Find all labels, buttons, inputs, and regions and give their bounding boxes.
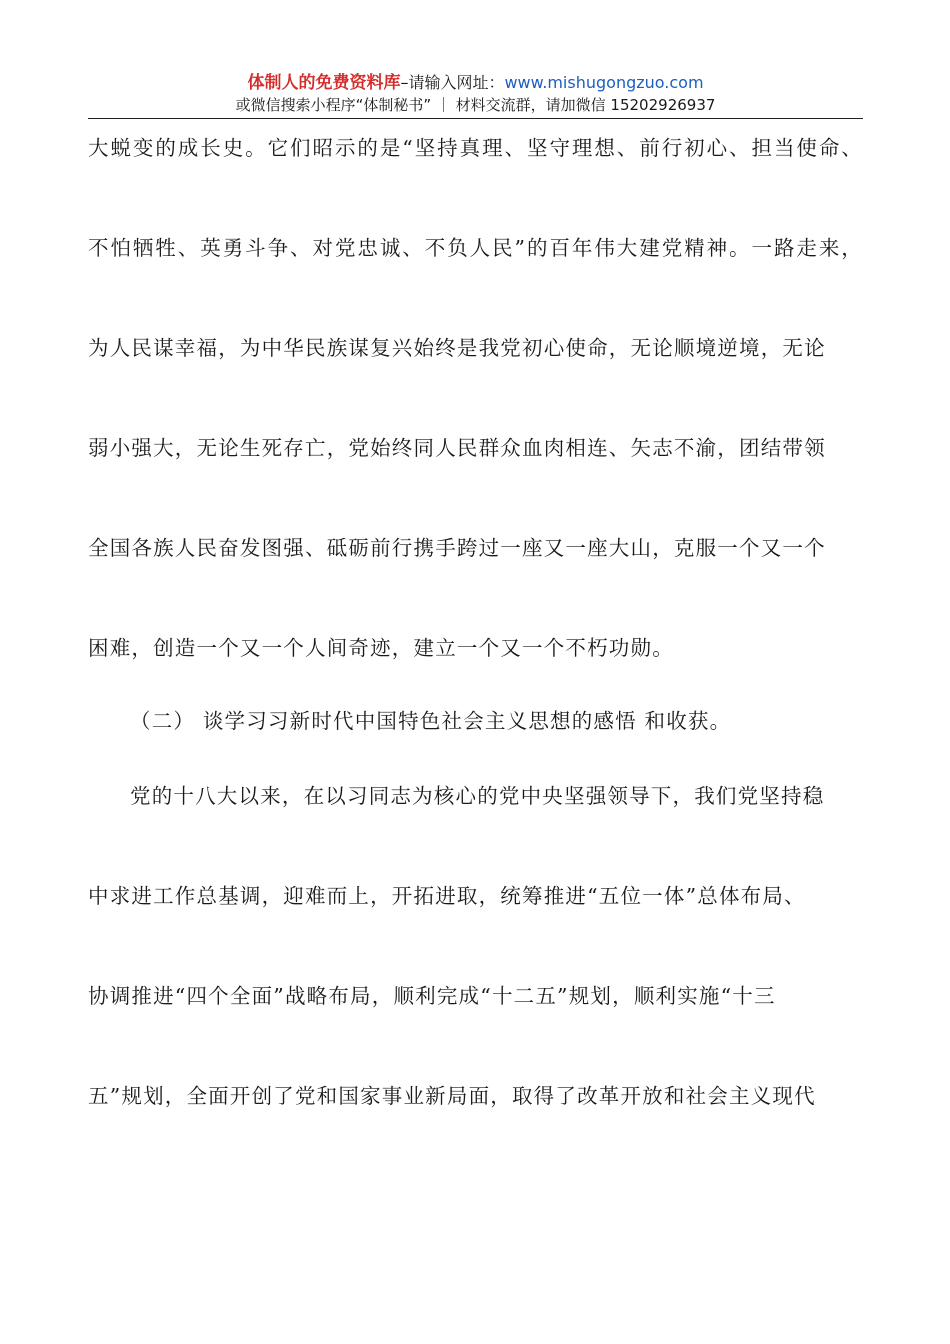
body-line-9: 中求进工作总基调，迎难而上，开拓进取，统筹推进“五位一体”总体布局、 <box>88 884 806 908</box>
body-line-4: 弱小强大，无论生死存亡，党始终同人民群众血肉相连、矢志不渝，团结带领 <box>88 436 826 460</box>
body-line-10: 协调推进“四个全面”战略布局，顺利完成“十二五”规划，顺利实施“十三 <box>88 984 776 1008</box>
body-line-11: 五”规划，全面开创了党和国家事业新局面，取得了改革开放和社会主义现代 <box>88 1084 816 1108</box>
body-line-2: 不怕牺牲、英勇斗争、对党忠诚、不负人民”的百年伟大建党精神。一路走来， <box>88 236 863 260</box>
header-line-1 <box>88 72 863 94</box>
body-line-8: 党的十八大以来，在以习同志为核心的党中央坚强领导下，我们党坚持稳 <box>130 784 825 808</box>
body-line-6: 困难，创造一个又一个人间奇迹，建立一个又一个不朽功勋。 <box>88 636 674 660</box>
page-header <box>88 72 863 116</box>
header-url-link[interactable]: www.mishugongzuo.com <box>504 73 704 92</box>
header-divider <box>88 118 863 119</box>
header-prompt: –请输入网址： <box>400 73 505 92</box>
body-line-5: 全国各族人民奋发图强、砥砺前行携手跨过一座又一座大山，克服一个又一个 <box>88 536 826 560</box>
body-line-1: 大蜕变的成长史。它们昭示的是“坚持真理、坚守理想、前行初心、担当使命、 <box>88 136 863 160</box>
header-brand: 体制人的免费资料库 <box>247 73 401 93</box>
header-line-2: 或微信搜索小程序“体制秘书” ｜ 材料交流群，请加微信 15202926937 <box>235 96 716 114</box>
section-heading: （二） 谈学习习新时代中国特色社会主义思想的感悟 和收获。 <box>130 709 732 733</box>
body-line-3: 为人民谋幸福，为中华民族谋复兴始终是我党初心使命，无论顺境逆境，无论 <box>88 336 826 360</box>
